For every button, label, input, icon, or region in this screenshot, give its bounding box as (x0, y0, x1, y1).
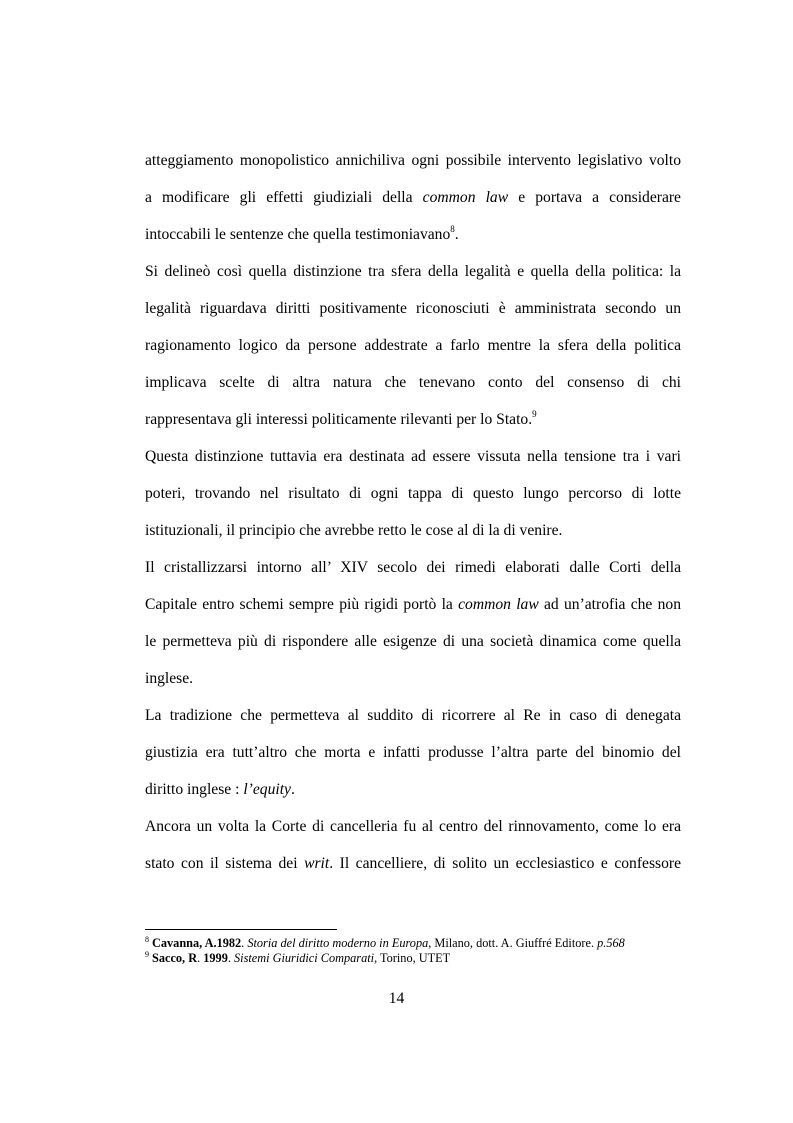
text-segment: . (454, 226, 459, 243)
text-segment: legalità riguardava diritti positivamente riconosciuti è amministrata secondo un (145, 300, 681, 317)
text-line (145, 364, 681, 401)
body-text (145, 142, 681, 882)
text-segment: . (290, 781, 295, 798)
text-segment: . (227, 951, 234, 965)
paragraph (145, 253, 681, 438)
footnote-reference: 8 (145, 935, 149, 944)
text-line (145, 771, 681, 808)
text-line (145, 475, 681, 512)
text-segment: e portava a considerare (508, 189, 681, 206)
text-segment: La tradizione che permetteva al suddito di ricorrere al Re in caso di denegata (145, 707, 681, 724)
text-line (145, 438, 681, 475)
text-line (145, 697, 681, 734)
text-line (145, 845, 681, 882)
text-line (145, 623, 681, 660)
text-segment: writ (304, 855, 330, 872)
text-segment: inglese. (145, 670, 194, 687)
text-segment: giustizia era tutt’altro che morta e infatti produsse l’altra parte del binomio del (145, 744, 681, 761)
text-segment: diritto inglese : (145, 781, 244, 798)
text-segment: Sacco, R (152, 951, 198, 965)
text-line (145, 808, 681, 845)
text-line (145, 549, 681, 586)
footnote (145, 936, 705, 951)
text-segment: rappresentava gli interessi politicamente rilevanti per lo Stato. (145, 411, 533, 428)
text-line (145, 660, 681, 697)
text-line (145, 734, 681, 771)
text-segment: . Il cancelliere, di solito un ecclesiastico e confessore (329, 855, 682, 872)
text-segment: a modificare gli effetti giudiziali della (145, 189, 423, 206)
text-segment: implicava scelte di altra natura che tenevano conto del consenso di chi (145, 374, 681, 391)
text-segment: l’equity (243, 781, 291, 798)
text-segment: ragionamento logico da persone addestrate a farlo mentre la sfera della politica (145, 337, 681, 354)
text-segment: , Torino, UTET (374, 951, 451, 965)
paragraph (145, 438, 681, 549)
paragraph (145, 549, 681, 697)
text-line (145, 401, 681, 438)
text-line (145, 253, 681, 290)
text-line (145, 586, 681, 623)
text-line (145, 327, 681, 364)
footnote-separator (145, 929, 337, 930)
text-segment: stato con il sistema dei (145, 855, 305, 872)
text-segment: istituzionali, il principio che avrebbe retto le cose al di la di venire. (145, 522, 563, 539)
text-line (145, 179, 681, 216)
text-segment: poteri, trovando nel risultato di ogni tappa di questo lungo percorso di lotte (145, 485, 681, 502)
text-segment: intoccabili le sentenze che quella testimoniavano (145, 226, 451, 243)
text-segment: . (241, 936, 248, 950)
text-segment: Capitale entro schemi sempre più rigidi portò la (145, 596, 459, 613)
text-line (145, 512, 681, 549)
footnote (145, 951, 705, 966)
text-segment: , Milano, dott. A. Giuffré Editore. (428, 936, 598, 950)
text-segment: common law (458, 596, 539, 613)
text-segment: Si delineò così quella distinzione tra sfera della legalità e quella della politica: la (145, 263, 681, 280)
text-segment: Sistemi Giuridici Comparati (234, 951, 375, 965)
page-number: 14 (388, 990, 405, 1007)
text-segment: Ancora un volta la Corte di cancelleria fu al centro del rinnovamento, come lo era (145, 818, 681, 835)
text-line (145, 290, 681, 327)
footnote-reference: 9 (145, 950, 149, 959)
text-segment: Cavanna, A.1982 (152, 936, 242, 950)
text-segment: Questa distinzione tuttavia era destinata ad essere vissuta nella tensione tra i vari (145, 448, 681, 465)
text-segment: Il cristallizzarsi intorno all’ XIV secolo dei rimedi elaborati dalle Corti della (145, 559, 681, 576)
text-segment: . (197, 951, 204, 965)
text-segment: le permetteva più di rispondere alle esigenze di una società dinamica come quella (145, 633, 681, 650)
paragraph (145, 142, 681, 253)
text-segment: atteggiamento monopolistico annichiliva ogni possibile intervento legislativo volto (145, 152, 681, 169)
text-segment: 1999 (203, 951, 228, 965)
paragraph (145, 808, 681, 882)
text-segment: p.568 (597, 936, 625, 950)
footnote-reference: 9 (532, 409, 537, 419)
text-line (145, 142, 681, 179)
text-segment: common law (422, 189, 509, 206)
footnote-reference: 8 (450, 224, 455, 234)
footnotes (145, 936, 705, 966)
text-segment: Storia del diritto moderno in Europa (247, 936, 429, 950)
text-segment: ad un’atrofia che non (538, 596, 681, 613)
text-line (145, 216, 681, 253)
paragraph (145, 697, 681, 808)
